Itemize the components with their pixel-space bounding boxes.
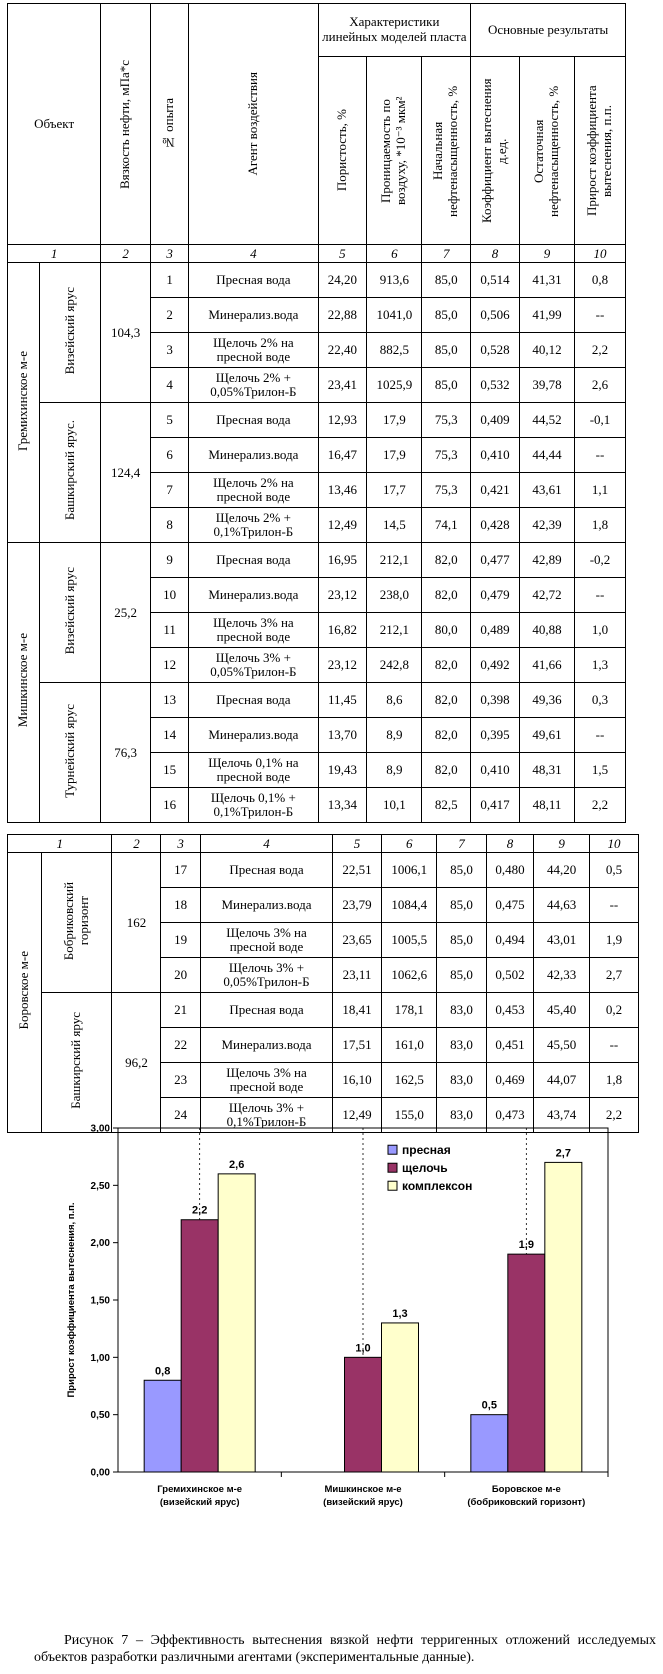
- perm-cell: 212,1: [367, 613, 422, 648]
- agent-cell: Щелочь 0,1% на пресной воде: [189, 753, 318, 788]
- displacement-bar-chart: [0, 1123, 663, 1625]
- header-residual-saturation: Остаточная нефтенасыщенность, %: [519, 57, 574, 245]
- coef-cell: 0,409: [471, 403, 520, 438]
- porosity-cell: 22,40: [318, 333, 367, 368]
- porosity-cell: 22,51: [333, 853, 382, 888]
- inc-cell: 0,3: [575, 683, 626, 718]
- inc-cell: 1,3: [575, 648, 626, 683]
- column-number: 1: [8, 245, 101, 263]
- agent-cell: Щелочь 3% на пресной воде: [200, 1063, 332, 1098]
- coef-cell: 0,479: [471, 578, 520, 613]
- sat-cell: 85,0: [422, 333, 471, 368]
- sat-cell: 82,0: [422, 543, 471, 578]
- resid-cell: 48,11: [519, 788, 574, 823]
- coef-cell: 0,453: [486, 993, 534, 1028]
- stage-name-cell: Башкирский ярус: [42, 993, 112, 1133]
- table-row: [8, 683, 626, 718]
- bar: [471, 1415, 508, 1472]
- header-results: Основные результаты: [471, 4, 626, 57]
- resid-cell: 45,40: [534, 993, 589, 1028]
- coef-cell: 0,410: [471, 753, 520, 788]
- coef-cell: 0,477: [471, 543, 520, 578]
- perm-cell: 162,5: [382, 1063, 437, 1098]
- viscosity-cell: 162: [112, 853, 161, 993]
- header-viscosity: Вязкость нефти, мПа*с: [101, 4, 151, 245]
- porosity-cell: 12,49: [333, 1098, 382, 1133]
- coef-cell: 0,514: [471, 263, 520, 298]
- test-number-cell: 15: [151, 753, 189, 788]
- coef-cell: 0,473: [486, 1098, 534, 1133]
- test-number-cell: 16: [151, 788, 189, 823]
- column-number: 9: [534, 835, 589, 853]
- column-number: 3: [151, 245, 189, 263]
- perm-cell: 17,9: [367, 438, 422, 473]
- column-number: 2: [101, 245, 151, 263]
- agent-cell: Щелочь 0,1% + 0,1%Трилон-Б: [189, 788, 318, 823]
- resid-cell: 42,72: [519, 578, 574, 613]
- sat-cell: 75,3: [422, 473, 471, 508]
- perm-cell: 212,1: [367, 543, 422, 578]
- bar-label: 1,0: [355, 1342, 371, 1355]
- sat-cell: 83,0: [437, 1098, 486, 1133]
- test-number-cell: 14: [151, 718, 189, 753]
- coef-cell: 0,502: [486, 958, 534, 993]
- porosity-cell: 19,43: [318, 753, 367, 788]
- agent-cell: Пресная вода: [189, 403, 318, 438]
- porosity-cell: 23,11: [333, 958, 382, 993]
- perm-cell: 8,9: [367, 718, 422, 753]
- coef-cell: 0,532: [471, 368, 520, 403]
- field-name-cell: Гремихинское м-е: [8, 263, 40, 543]
- header-characteristics: Характеристики линейных моделей пласта: [318, 4, 471, 57]
- agent-cell: Щелочь 3% + 0,1%Трилон-Б: [200, 1098, 332, 1133]
- column-number-row: [8, 245, 626, 263]
- viscosity-cell: 76,3: [101, 683, 151, 823]
- test-number-cell: 12: [151, 648, 189, 683]
- perm-cell: 1084,4: [382, 888, 437, 923]
- test-number-cell: 8: [151, 508, 189, 543]
- resid-cell: 41,31: [519, 263, 574, 298]
- test-number-cell: 20: [161, 958, 200, 993]
- sat-cell: 85,0: [437, 958, 486, 993]
- column-number-row: [8, 835, 639, 853]
- inc-cell: -0,2: [575, 543, 626, 578]
- porosity-cell: 13,70: [318, 718, 367, 753]
- coef-cell: 0,395: [471, 718, 520, 753]
- resid-cell: 44,52: [519, 403, 574, 438]
- column-number: 7: [437, 835, 486, 853]
- y-tick-label: 2,00: [90, 1238, 110, 1250]
- agent-cell: Пресная вода: [200, 993, 332, 1028]
- test-number-cell: 21: [161, 993, 200, 1028]
- viscosity-cell: 96,2: [112, 993, 161, 1133]
- column-number: 8: [486, 835, 534, 853]
- resid-cell: 44,20: [534, 853, 589, 888]
- test-number-cell: 11: [151, 613, 189, 648]
- sat-cell: 80,0: [422, 613, 471, 648]
- table-row: [8, 543, 626, 578]
- agent-cell: Щелочь 3% на пресной воде: [189, 613, 318, 648]
- stage-name-cell: Турнейский ярус: [39, 683, 100, 823]
- x-category-label: (визейский ярус): [323, 1497, 403, 1508]
- resid-cell: 40,12: [519, 333, 574, 368]
- test-number-cell: 17: [161, 853, 200, 888]
- y-tick-label: 2,50: [90, 1180, 110, 1192]
- inc-cell: 2,2: [575, 333, 626, 368]
- inc-cell: 1,5: [575, 753, 626, 788]
- coef-cell: 0,492: [471, 648, 520, 683]
- inc-cell: --: [575, 298, 626, 333]
- test-number-cell: 18: [161, 888, 200, 923]
- porosity-cell: 24,20: [318, 263, 367, 298]
- header-oil-saturation: Начальная нефтенасыщенность, %: [422, 57, 471, 245]
- perm-cell: 1006,1: [382, 853, 437, 888]
- bar: [218, 1174, 255, 1472]
- header-porosity: Пористость, %: [318, 57, 367, 245]
- test-number-cell: 10: [151, 578, 189, 613]
- inc-cell: 1,8: [589, 1063, 638, 1098]
- inc-cell: --: [575, 438, 626, 473]
- viscosity-cell: 25,2: [101, 543, 151, 683]
- perm-cell: 1005,5: [382, 923, 437, 958]
- perm-cell: 242,8: [367, 648, 422, 683]
- coef-cell: 0,528: [471, 333, 520, 368]
- inc-cell: 2,7: [589, 958, 638, 993]
- perm-cell: 1025,9: [367, 368, 422, 403]
- test-number-cell: 7: [151, 473, 189, 508]
- resid-cell: 44,07: [534, 1063, 589, 1098]
- resid-cell: 41,66: [519, 648, 574, 683]
- coef-cell: 0,475: [486, 888, 534, 923]
- column-number: 10: [575, 245, 626, 263]
- header-displacement-coef: Коэффициент вытеснения д.ед.: [471, 57, 520, 245]
- perm-cell: 1062,6: [382, 958, 437, 993]
- agent-cell: Пресная вода: [189, 683, 318, 718]
- sat-cell: 82,0: [422, 753, 471, 788]
- inc-cell: --: [575, 578, 626, 613]
- perm-cell: 17,7: [367, 473, 422, 508]
- stage-name-cell: Башкирский ярус.: [39, 403, 100, 543]
- test-number-cell: 4: [151, 368, 189, 403]
- y-axis-label: Прирост коэффициента вытеснения, п.п.: [66, 1202, 77, 1398]
- inc-cell: 1,9: [589, 923, 638, 958]
- y-tick-label: 3,00: [90, 1123, 110, 1135]
- column-number: 4: [200, 835, 332, 853]
- perm-cell: 882,5: [367, 333, 422, 368]
- test-number-cell: 13: [151, 683, 189, 718]
- legend-swatch: [388, 1181, 397, 1190]
- coef-cell: 0,451: [486, 1028, 534, 1063]
- perm-cell: 161,0: [382, 1028, 437, 1063]
- agent-cell: Минерализ.вода: [189, 438, 318, 473]
- test-number-cell: 19: [161, 923, 200, 958]
- coef-cell: 0,506: [471, 298, 520, 333]
- perm-cell: 913,6: [367, 263, 422, 298]
- porosity-cell: 16,95: [318, 543, 367, 578]
- sat-cell: 85,0: [422, 298, 471, 333]
- test-number-cell: 9: [151, 543, 189, 578]
- bar: [144, 1380, 181, 1472]
- agent-cell: Щелочь 3% на пресной воде: [200, 923, 332, 958]
- sat-cell: 83,0: [437, 993, 486, 1028]
- header-test-number: № опыта: [151, 4, 189, 245]
- legend-swatch: [388, 1163, 397, 1172]
- column-number: 10: [589, 835, 638, 853]
- porosity-cell: 17,51: [333, 1028, 382, 1063]
- sat-cell: 83,0: [437, 1063, 486, 1098]
- column-number: 1: [8, 835, 112, 853]
- perm-cell: 8,9: [367, 753, 422, 788]
- x-category-label: Мишкинское м-е: [324, 1484, 402, 1495]
- resid-cell: 44,44: [519, 438, 574, 473]
- legend-swatch: [388, 1145, 397, 1154]
- test-number-cell: 24: [161, 1098, 200, 1133]
- porosity-cell: 16,10: [333, 1063, 382, 1098]
- resid-cell: 45,50: [534, 1028, 589, 1063]
- sat-cell: 85,0: [437, 853, 486, 888]
- porosity-cell: 23,12: [318, 578, 367, 613]
- resid-cell: 43,01: [534, 923, 589, 958]
- inc-cell: 2,6: [575, 368, 626, 403]
- porosity-cell: 12,49: [318, 508, 367, 543]
- perm-cell: 1041,0: [367, 298, 422, 333]
- coef-cell: 0,428: [471, 508, 520, 543]
- perm-cell: 155,0: [382, 1098, 437, 1133]
- agent-cell: Минерализ.вода: [189, 718, 318, 753]
- inc-cell: 2,2: [575, 788, 626, 823]
- test-number-cell: 22: [161, 1028, 200, 1063]
- bar: [545, 1162, 582, 1472]
- resid-cell: 48,31: [519, 753, 574, 788]
- x-category-label: Боровское м-е: [491, 1484, 561, 1495]
- header-object: Объект: [8, 4, 101, 245]
- porosity-cell: 16,82: [318, 613, 367, 648]
- inc-cell: --: [575, 718, 626, 753]
- agent-cell: Пресная вода: [189, 263, 318, 298]
- porosity-cell: 12,93: [318, 403, 367, 438]
- resid-cell: 49,36: [519, 683, 574, 718]
- bar: [508, 1254, 545, 1472]
- column-number: 9: [519, 245, 574, 263]
- bar-label: 1,3: [392, 1307, 408, 1320]
- field-name-cell: Боровское м-е: [8, 853, 42, 1133]
- sat-cell: 75,3: [422, 403, 471, 438]
- viscosity-cell: 124,4: [101, 403, 151, 543]
- inc-cell: -0,1: [575, 403, 626, 438]
- sat-cell: 83,0: [437, 1028, 486, 1063]
- resid-cell: 43,61: [519, 473, 574, 508]
- header-agent: Агент воздействия: [189, 4, 318, 245]
- agent-cell: Минерализ.вода: [200, 1028, 332, 1063]
- agent-cell: Щелочь 2% + 0,05%Трилон-Б: [189, 368, 318, 403]
- legend-label: пресная: [402, 1143, 451, 1158]
- porosity-cell: 13,34: [318, 788, 367, 823]
- inc-cell: 0,5: [589, 853, 638, 888]
- coef-cell: 0,494: [486, 923, 534, 958]
- agent-cell: Щелочь 3% + 0,05%Трилон-Б: [200, 958, 332, 993]
- y-tick-label: 1,00: [90, 1352, 110, 1364]
- sat-cell: 82,0: [422, 683, 471, 718]
- porosity-cell: 23,41: [318, 368, 367, 403]
- agent-cell: Минерализ.вода: [189, 578, 318, 613]
- test-number-cell: 2: [151, 298, 189, 333]
- x-category-label: (бобриковский горизонт): [467, 1497, 586, 1508]
- sat-cell: 85,0: [437, 888, 486, 923]
- sat-cell: 82,0: [422, 578, 471, 613]
- column-number: 7: [422, 245, 471, 263]
- perm-cell: 10,1: [367, 788, 422, 823]
- column-number: 4: [189, 245, 318, 263]
- coef-cell: 0,480: [486, 853, 534, 888]
- inc-cell: 1,0: [575, 613, 626, 648]
- test-number-cell: 1: [151, 263, 189, 298]
- column-number: 6: [382, 835, 437, 853]
- porosity-cell: 16,47: [318, 438, 367, 473]
- header-permeability: Проницаемость по воздуху, *10⁻³ мкм²: [367, 57, 422, 245]
- results-table-part-1: [7, 3, 626, 823]
- bar: [345, 1357, 382, 1472]
- y-tick-label: 1,50: [90, 1295, 110, 1307]
- inc-cell: 0,2: [589, 993, 638, 1028]
- y-tick-label: 0,50: [90, 1410, 110, 1422]
- agent-cell: Щелочь 2% на пресной воде: [189, 473, 318, 508]
- agent-cell: Пресная вода: [200, 853, 332, 888]
- bar-label: 2,2: [192, 1204, 208, 1217]
- perm-cell: 8,6: [367, 683, 422, 718]
- bar: [382, 1323, 419, 1472]
- bar-label: 1,9: [518, 1239, 534, 1252]
- inc-cell: --: [589, 1028, 638, 1063]
- porosity-cell: 23,79: [333, 888, 382, 923]
- coef-cell: 0,417: [471, 788, 520, 823]
- perm-cell: 17,9: [367, 403, 422, 438]
- porosity-cell: 22,88: [318, 298, 367, 333]
- agent-cell: Минерализ.вода: [200, 888, 332, 923]
- field-name-cell: Мишкинское м-е: [8, 543, 40, 823]
- porosity-cell: 11,45: [318, 683, 367, 718]
- perm-cell: 14,5: [367, 508, 422, 543]
- table-row: [8, 263, 626, 298]
- resid-cell: 39,78: [519, 368, 574, 403]
- sat-cell: 82,5: [422, 788, 471, 823]
- agent-cell: Щелочь 3% + 0,05%Трилон-Б: [189, 648, 318, 683]
- bar-label: 2,7: [555, 1147, 571, 1160]
- results-table-part-2: [7, 834, 639, 1133]
- coef-cell: 0,421: [471, 473, 520, 508]
- agent-cell: Щелочь 2% на пресной воде: [189, 333, 318, 368]
- perm-cell: 178,1: [382, 993, 437, 1028]
- stage-name-cell: Бобриковский горизонт: [42, 853, 112, 993]
- sat-cell: 85,0: [437, 923, 486, 958]
- coef-cell: 0,410: [471, 438, 520, 473]
- sat-cell: 75,3: [422, 438, 471, 473]
- agent-cell: Минерализ.вода: [189, 298, 318, 333]
- bar: [181, 1220, 218, 1472]
- inc-cell: --: [589, 888, 638, 923]
- figure-caption: Рисунок 7 – Эффективность вытеснения вязкой нефти терригенных отложений исследуемых объектов разработки различными агентами (экспериментальные данные).: [34, 1633, 656, 1665]
- porosity-cell: 23,65: [333, 923, 382, 958]
- table-row: [8, 993, 639, 1028]
- bar-label: 0,8: [155, 1365, 171, 1378]
- stage-name-cell: Визейский ярус: [39, 543, 100, 683]
- bar-label: 0,5: [481, 1399, 497, 1412]
- inc-cell: 0,8: [575, 263, 626, 298]
- header-coef-increase: Прирост коэффициента вытеснения, п.п.: [575, 57, 626, 245]
- sat-cell: 85,0: [422, 263, 471, 298]
- test-number-cell: 6: [151, 438, 189, 473]
- viscosity-cell: 104,3: [101, 263, 151, 403]
- resid-cell: 49,61: [519, 718, 574, 753]
- agent-cell: Щелочь 2% + 0,1%Трилон-Б: [189, 508, 318, 543]
- legend-label: комплексон: [402, 1179, 473, 1194]
- inc-cell: 1,8: [575, 508, 626, 543]
- porosity-cell: 18,41: [333, 993, 382, 1028]
- resid-cell: 42,89: [519, 543, 574, 578]
- x-category-label: (визейский ярус): [159, 1497, 240, 1508]
- table-row: [8, 403, 626, 438]
- sat-cell: 82,0: [422, 648, 471, 683]
- agent-cell: Пресная вода: [189, 543, 318, 578]
- column-number: 8: [471, 245, 520, 263]
- inc-cell: 2,2: [589, 1098, 638, 1133]
- sat-cell: 85,0: [422, 368, 471, 403]
- porosity-cell: 13,46: [318, 473, 367, 508]
- legend-label: щелочь: [402, 1161, 448, 1176]
- coef-cell: 0,469: [486, 1063, 534, 1098]
- porosity-cell: 23,12: [318, 648, 367, 683]
- stage-name-cell: Визейский ярус: [39, 263, 100, 403]
- column-number: 5: [318, 245, 367, 263]
- coef-cell: 0,398: [471, 683, 520, 718]
- column-number: 5: [333, 835, 382, 853]
- test-number-cell: 5: [151, 403, 189, 438]
- y-tick-label: 0,00: [90, 1467, 110, 1479]
- resid-cell: 40,88: [519, 613, 574, 648]
- test-number-cell: 3: [151, 333, 189, 368]
- x-category-label: Гремихинское м-е: [157, 1484, 243, 1495]
- coef-cell: 0,489: [471, 613, 520, 648]
- perm-cell: 238,0: [367, 578, 422, 613]
- table-row: [8, 853, 639, 888]
- inc-cell: 1,1: [575, 473, 626, 508]
- resid-cell: 42,39: [519, 508, 574, 543]
- bar-label: 2,6: [229, 1158, 245, 1171]
- column-number: 6: [367, 245, 422, 263]
- resid-cell: 42,33: [534, 958, 589, 993]
- resid-cell: 43,74: [534, 1098, 589, 1133]
- column-number: 3: [161, 835, 200, 853]
- sat-cell: 74,1: [422, 508, 471, 543]
- sat-cell: 82,0: [422, 718, 471, 753]
- test-number-cell: 23: [161, 1063, 200, 1098]
- resid-cell: 41,99: [519, 298, 574, 333]
- column-number: 2: [112, 835, 161, 853]
- resid-cell: 44,63: [534, 888, 589, 923]
